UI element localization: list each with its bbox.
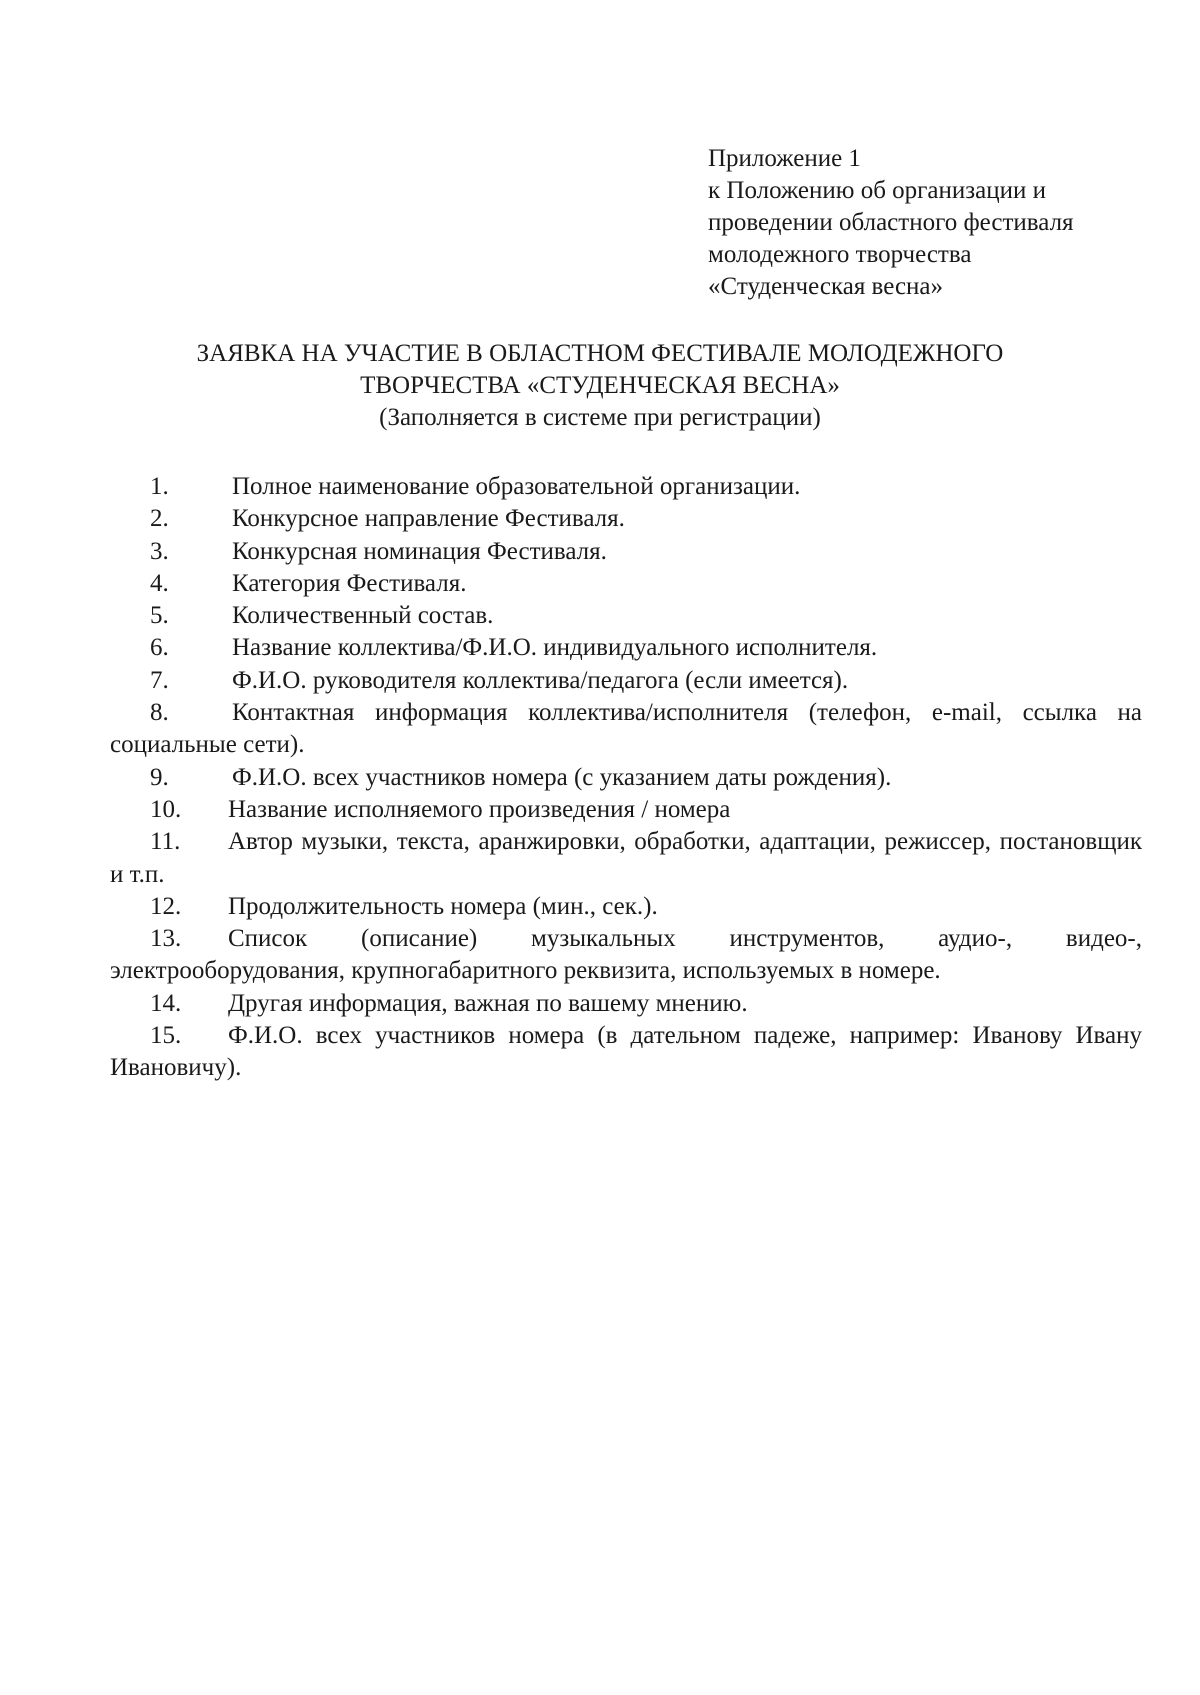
appendix-line: Приложение 1 bbox=[708, 145, 861, 172]
list-item-number: 5. bbox=[150, 602, 169, 630]
appendix-line: молодежного творчества bbox=[708, 241, 972, 268]
appendix-line: «Студенческая весна» bbox=[708, 273, 944, 300]
list-item-number: 14. bbox=[150, 989, 182, 1017]
list-item bbox=[110, 794, 1142, 826]
list-item-text: Название исполняемого произведения / номера bbox=[228, 795, 731, 823]
list-item bbox=[110, 503, 1142, 535]
list-item bbox=[110, 471, 1142, 503]
list-item bbox=[110, 1020, 1142, 1085]
list-item-text: Продолжительность номера (мин., сек.). bbox=[228, 892, 658, 920]
list-item-number: 9. bbox=[150, 763, 169, 791]
list-item bbox=[110, 826, 1142, 891]
list-item-text: Список (описание) музыкальных инструментов, аудио-, видео-, электрооборудования, крупногабаритного реквизита, используемых в номере. bbox=[110, 925, 1142, 985]
list-item bbox=[110, 632, 1142, 664]
list-item bbox=[110, 891, 1142, 923]
appendix-line: к Положению об организации и bbox=[708, 177, 1047, 204]
list-item-number: 6. bbox=[150, 634, 169, 662]
list-item bbox=[110, 988, 1142, 1020]
list-item-number: 10. bbox=[150, 795, 182, 823]
list-item-text: Ф.И.О. руководителя коллектива/педагога (если имеется). bbox=[232, 666, 849, 694]
list-item-text: Другая информация, важная по вашему мнению. bbox=[228, 989, 748, 1017]
title-line-1: ЗАЯВКА НА УЧАСТИЕ В ОБЛАСТНОМ ФЕСТИВАЛЕ МОЛОДЕЖНОГО bbox=[196, 340, 1004, 367]
title-line-2: ТВОРЧЕСТВА «СТУДЕНЧЕСКАЯ ВЕСНА» bbox=[360, 372, 840, 399]
list-item-number: 4. bbox=[150, 569, 169, 597]
list-item-number: 7. bbox=[150, 666, 169, 694]
list-item-number: 3. bbox=[150, 537, 169, 565]
list-item bbox=[110, 762, 1142, 794]
list-item-number: 2. bbox=[150, 505, 169, 533]
list-item-number: 8. bbox=[150, 699, 169, 727]
list-item-text: Контактная информация коллектива/исполнителя (телефон, e-mail, ссылка на социальные сети). bbox=[110, 699, 1142, 759]
appendix-line: проведении областного фестиваля bbox=[708, 209, 1074, 236]
list-item-text: Название коллектива/Ф.И.О. индивидуального исполнителя. bbox=[232, 634, 878, 662]
list-item bbox=[110, 923, 1142, 988]
list-item bbox=[110, 697, 1142, 762]
list-item-text: Ф.И.О. всех участников номера (в дательном падеже, например: Иванову Ивану Ивановичу). bbox=[110, 1022, 1142, 1082]
list-item-text: Конкурсное направление Фестиваля. bbox=[232, 505, 625, 533]
title-subtitle: (Заполняется в системе при регистрации) bbox=[379, 404, 821, 431]
document-title bbox=[100, 338, 1100, 434]
list-item bbox=[110, 665, 1142, 697]
list-item-number: 12. bbox=[150, 892, 182, 920]
list-item bbox=[110, 600, 1142, 632]
list-item-number: 11. bbox=[150, 828, 181, 856]
numbered-list bbox=[110, 471, 1142, 1085]
list-item-text: Количественный состав. bbox=[232, 602, 494, 630]
list-item-number: 13. bbox=[150, 925, 182, 953]
list-item bbox=[110, 536, 1142, 568]
list-item-text: Категория Фестиваля. bbox=[232, 569, 467, 597]
list-item-text: Полное наименование образовательной организации. bbox=[232, 473, 801, 500]
list-item bbox=[110, 568, 1142, 600]
list-item-text: Конкурсная номинация Фестиваля. bbox=[232, 537, 607, 565]
list-item-number: 15. bbox=[150, 1022, 182, 1050]
list-item-text: Ф.И.О. всех участников номера (с указанием даты рождения). bbox=[232, 763, 892, 791]
list-item-text: Автор музыки, текста, аранжировки, обработки, адаптации, режиссер, постановщик и т.п. bbox=[110, 828, 1142, 888]
appendix-header bbox=[708, 143, 1148, 303]
list-item-number: 1. bbox=[150, 473, 169, 500]
